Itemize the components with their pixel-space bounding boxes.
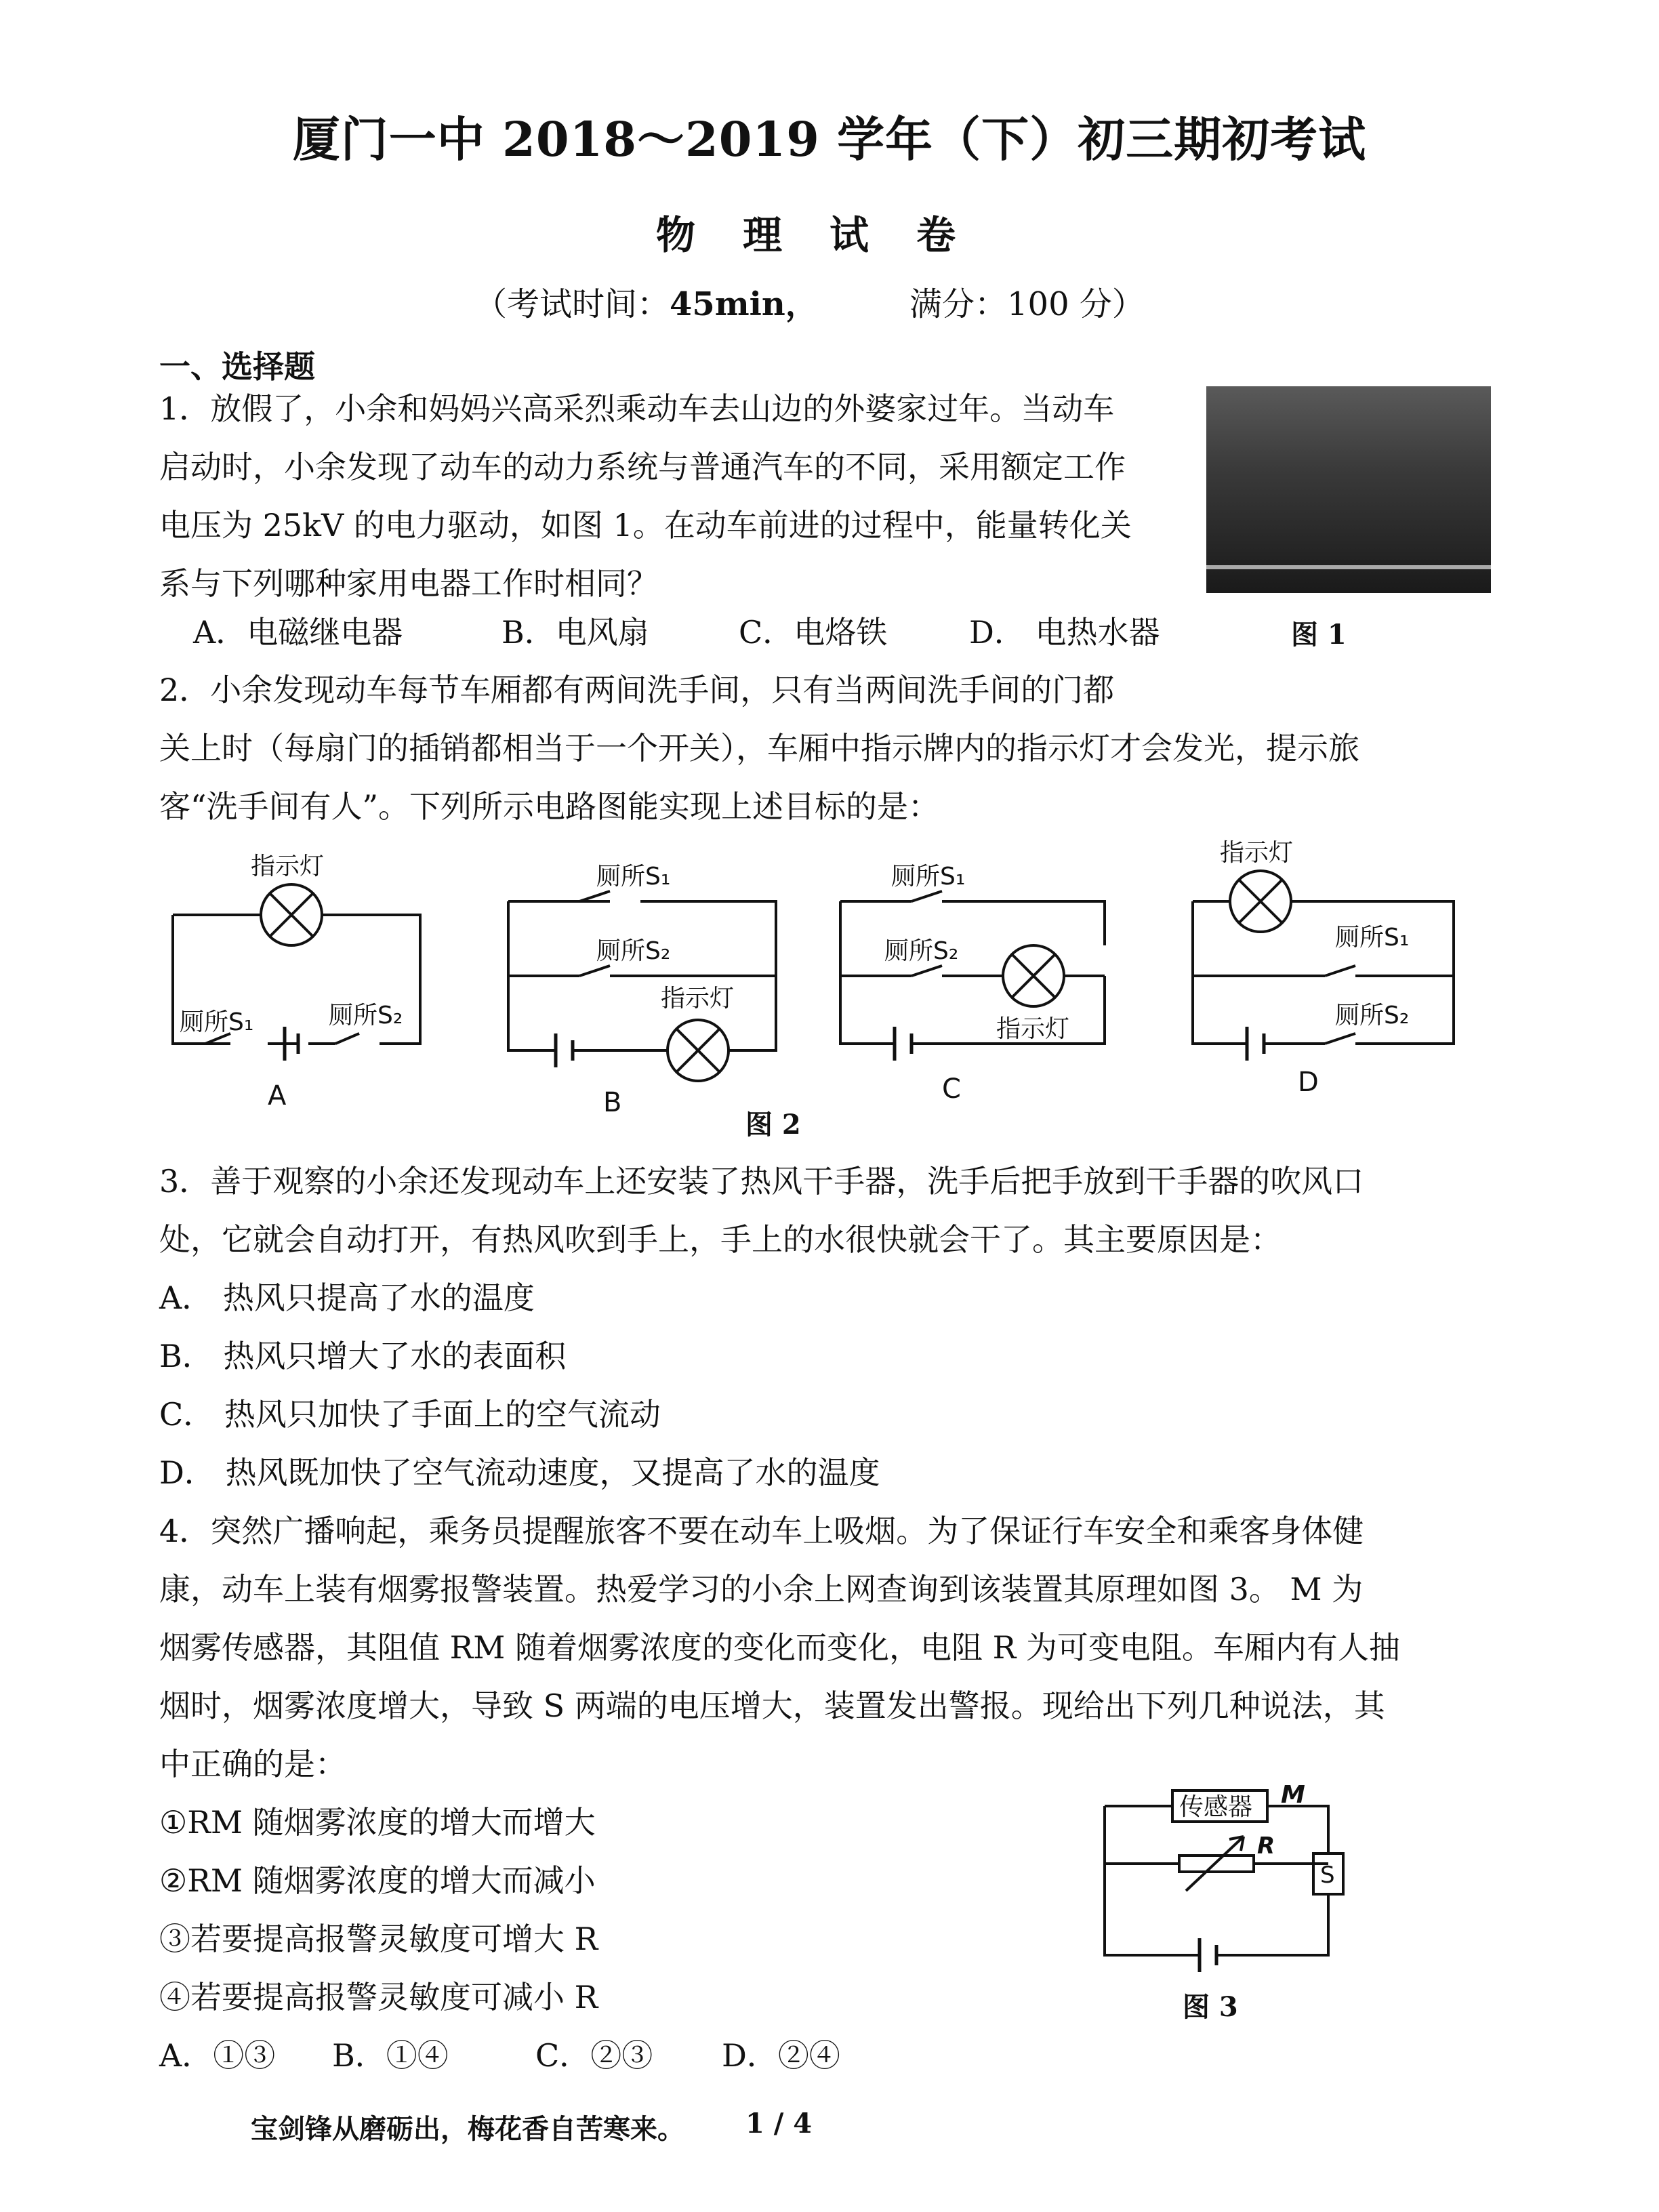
train-photo	[1206, 386, 1491, 593]
exam-subtitle: 物理试卷	[655, 212, 1003, 258]
exam-info	[474, 278, 1145, 325]
q1-option-c: C．电烙铁	[739, 614, 888, 651]
circuit-b-s1-label: 厕所S₁	[596, 863, 671, 890]
switch-b-s1	[579, 891, 610, 901]
q4-statement: ①RM 随烟雾浓度的增大而增大	[159, 1804, 596, 1841]
section-heading: 一、选择题	[159, 348, 315, 385]
q1-line: 电压为 25kV 的电力驱动，如图 1。在动车前进的过程中，能量转化关	[159, 507, 1132, 544]
time-value: 45min，	[670, 285, 818, 323]
exam-title: 厦门一中 2018～2019 学年（下）初三期初考试	[292, 111, 1367, 167]
r-label: R	[1257, 1832, 1275, 1860]
s-label: S	[1320, 1862, 1335, 1889]
circuit-a-s1-label: 厕所S₁	[180, 1008, 254, 1036]
circuit-b-letter: B	[603, 1087, 622, 1118]
sensor-label: 传感器	[1179, 1793, 1253, 1821]
q1-option-a: A．电磁继电器	[193, 614, 403, 651]
figure-3-caption: 图 3	[1183, 1991, 1238, 2023]
circuit-d-s1-label: 厕所S₁	[1335, 924, 1410, 951]
q1-option-b: B．电风扇	[501, 614, 649, 651]
q4-line: 4．突然广播响起，乘务员提醒旅客不要在动车上吸烟。为了保证行车安全和乘客身体健	[159, 1513, 1364, 1549]
circuit-a-lamp-label: 指示灯	[251, 853, 325, 880]
switch-a-s2	[335, 1033, 359, 1044]
score-label: 满分：100 分）	[909, 285, 1145, 323]
figure-1-caption: 图 1	[1291, 619, 1347, 651]
circuit-b-lamp-label: 指示灯	[661, 985, 735, 1012]
circuit-b	[508, 891, 776, 1081]
switch-c-s2	[912, 966, 942, 976]
circuit-c-s1-label: 厕所S₁	[891, 863, 966, 890]
circuit-a-s2-label: 厕所S₂	[329, 1002, 403, 1029]
q2-line: 客“洗手间有人”。下列所示电路图能实现上述目标的是：	[159, 788, 940, 825]
q3-line: 处，它就会自动打开，有热风吹到手上，手上的水很快就会干了。其主要原因是：	[159, 1221, 1282, 1258]
circuit-a-letter: A	[268, 1080, 287, 1111]
circuit-b-s2-label: 厕所S₂	[596, 937, 671, 965]
q4-line: 烟时，烟雾浓度增大，导致 S 两端的电压增大，装置发出警报。现给出下列几种说法，其	[159, 1687, 1385, 1724]
circuit-d-letter: D	[1298, 1067, 1319, 1098]
q4-option-c: C．②③	[535, 2037, 653, 2074]
question-3	[159, 1152, 1364, 1502]
q4-option-d: D．②④	[722, 2037, 840, 2074]
q1-options	[193, 603, 1160, 661]
figure-2-caption: 图 2	[745, 1109, 801, 1141]
q4-line: 康，动车上装有烟雾报警装置。热爱学习的小余上网查询到该装置其原理如图 3。 M 为	[159, 1571, 1364, 1607]
circuit-diagrams	[0, 827, 1659, 1145]
switch-d-s2	[1325, 1033, 1355, 1044]
q4-statement: ②RM 随烟雾浓度的增大而减小	[159, 1862, 596, 1899]
circuit-d-s2-label: 厕所S₂	[1335, 1002, 1410, 1029]
q4-statement: ④若要提高报警灵敏度可减小 R	[159, 1979, 598, 2015]
time-label: （考试时间：	[474, 285, 670, 323]
q2-line: 2．小余发现动车每节车厢都有两间洗手间，只有当两间洗手间的门都	[159, 672, 1115, 708]
q4-option-a: A．①③	[159, 2037, 276, 2074]
footer-motto: 宝剑锋从磨砺出，梅花香自苦寒来。	[251, 2113, 684, 2145]
figure-3-circuit	[1084, 1762, 1369, 1992]
question-1	[159, 380, 1132, 613]
circuit-c-s2-label: 厕所S₂	[884, 937, 959, 965]
q4-option-b: B．①④	[332, 2037, 449, 2074]
switch-d-s1	[1325, 966, 1355, 976]
q3-option-d: D． 热风既加快了空气流动速度，又提高了水的温度	[159, 1454, 880, 1491]
q3-option-c: C． 热风只加快了手面上的空气流动	[159, 1396, 661, 1433]
m-label: M	[1281, 1781, 1305, 1809]
q4-line: 中正确的是：	[159, 1746, 346, 1782]
circuit-c-letter: C	[942, 1073, 961, 1105]
q2-line: 关上时（每扇门的插销都相当于一个开关），车厢中指示牌内的指示灯才会发光，提示旅	[159, 730, 1359, 766]
q1-line: 系与下列哪种家用电器工作时相同？	[159, 565, 658, 602]
circuit-d	[1193, 871, 1454, 1061]
q3-line: 3．善于观察的小余还发现动车上还安装了热风干手器，洗手后把手放到干手器的吹风口	[159, 1163, 1364, 1200]
switch-c-s1	[912, 891, 942, 901]
q4-options	[159, 2026, 1400, 2085]
switch-b-s2	[579, 966, 610, 976]
q3-option-a: A． 热风只提高了水的温度	[159, 1279, 535, 1316]
q3-option-b: B． 热风只增大了水的表面积	[159, 1338, 567, 1374]
circuit-c-lamp-label: 指示灯	[996, 1015, 1070, 1043]
q1-line: 启动时，小余发现了动车的动力系统与普通汽车的不同，采用额定工作	[159, 449, 1126, 485]
circuit-d-lamp-label: 指示灯	[1220, 839, 1294, 867]
q1-line: 1．放假了，小余和妈妈兴高采烈乘动车去山边的外婆家过年。当动车	[159, 390, 1115, 427]
q1-option-d: D． 电热水器	[969, 614, 1160, 651]
q4-statement: ③若要提高报警灵敏度可增大 R	[159, 1921, 598, 1957]
q4-line: 烟雾传感器，其阻值 RM 随着烟雾浓度的变化而变化，电阻 R 为可变电阻。车厢内有人抽	[159, 1629, 1400, 1666]
question-2	[159, 661, 1359, 836]
page-number: 1 / 4	[745, 2108, 813, 2139]
